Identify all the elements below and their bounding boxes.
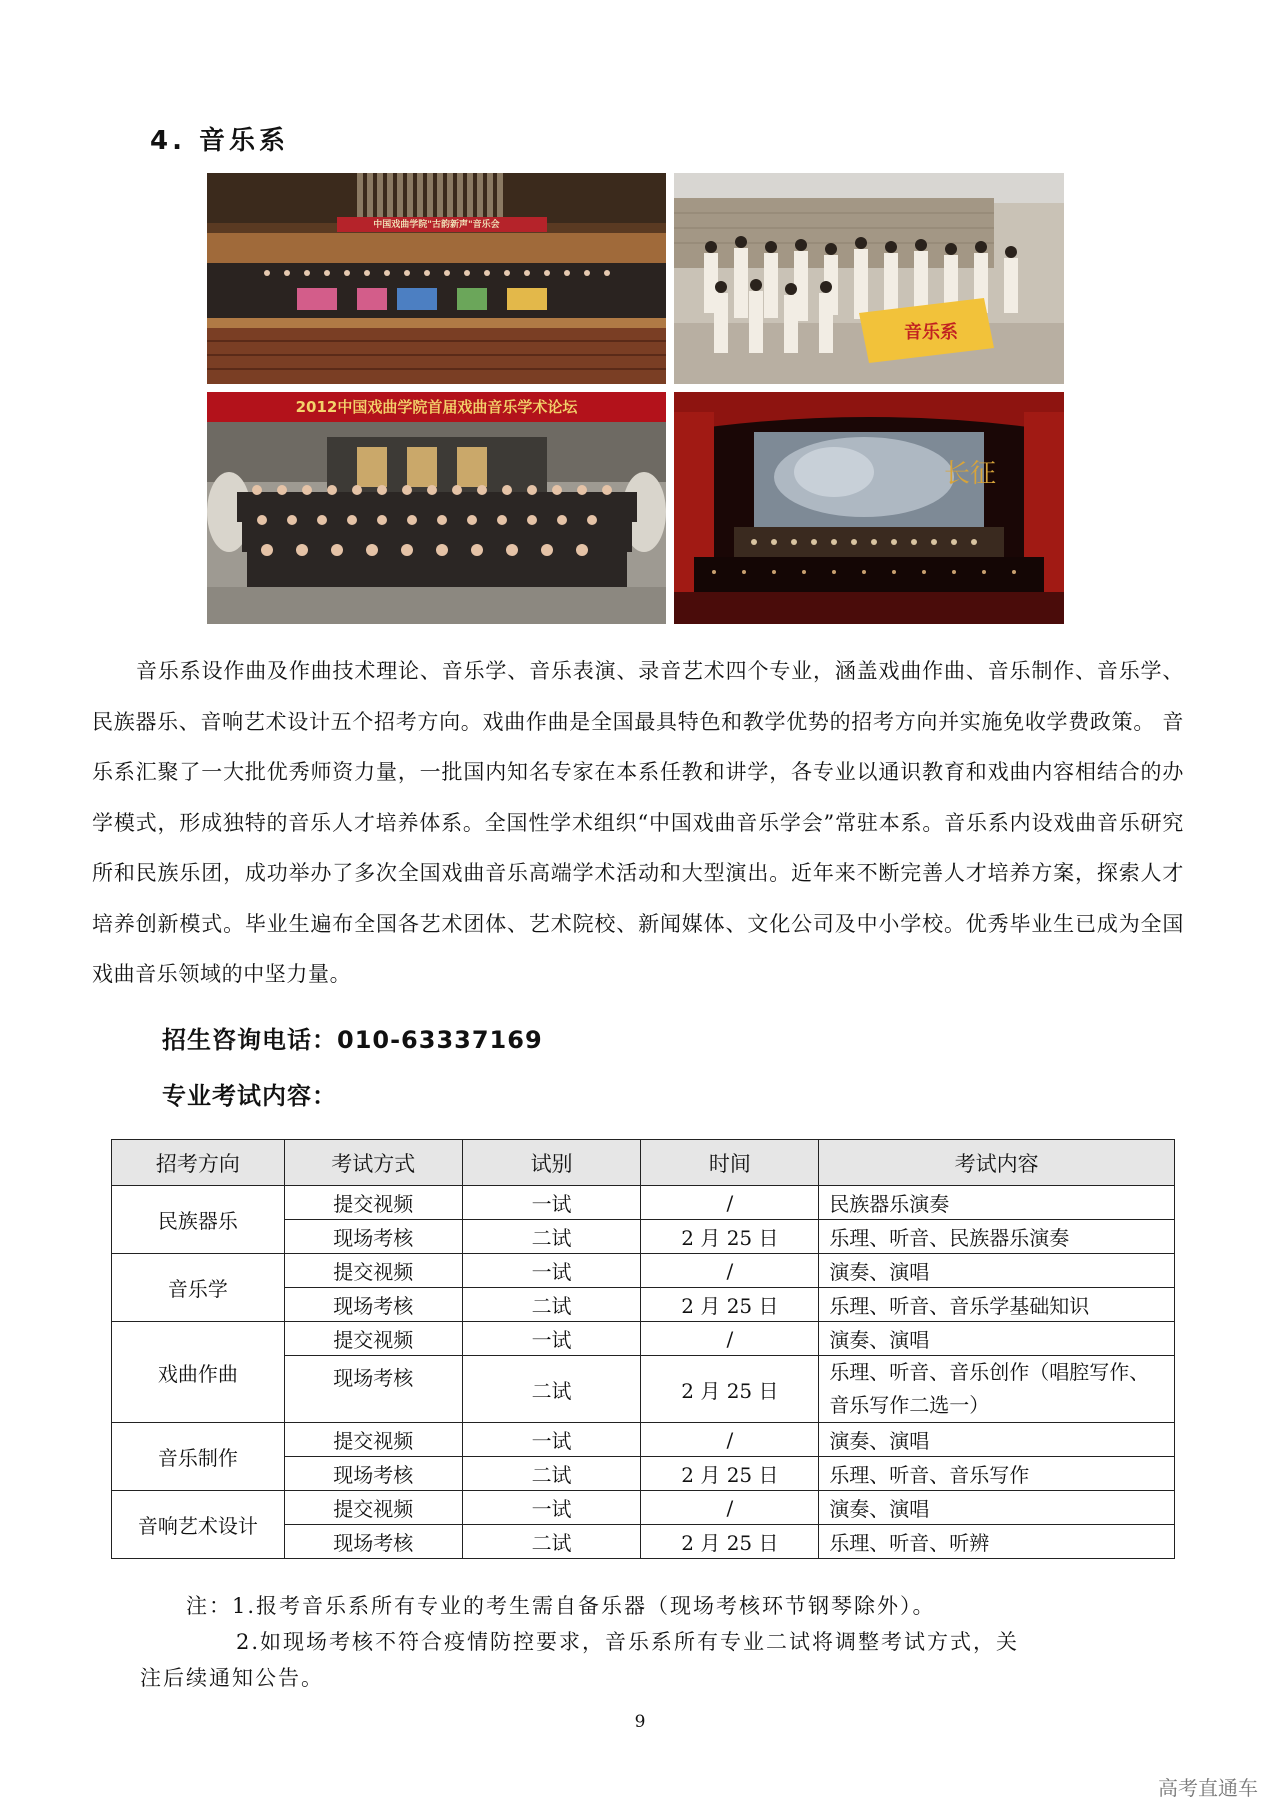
round-cell: 一试: [462, 1423, 641, 1457]
stage-performance-photo: [674, 392, 1064, 624]
time-cell: 2 月 25 日: [641, 1288, 819, 1322]
table-header-row: [112, 1140, 1175, 1186]
method-cell: 现场考核: [284, 1457, 462, 1491]
table-row: [112, 1491, 1175, 1525]
time-cell: /: [641, 1186, 819, 1220]
forum-banner-text: 2012中国戏曲学院首届戏曲音乐学术论坛: [295, 398, 578, 416]
table-row: [112, 1254, 1175, 1288]
table-row: [112, 1423, 1175, 1457]
round-cell: 一试: [462, 1254, 641, 1288]
col-header-content: 考试内容: [819, 1140, 1175, 1186]
exam-content-heading: 专业考试内容：: [162, 1082, 337, 1110]
round-cell: 二试: [462, 1525, 641, 1559]
concert-hall-group-photo: [207, 173, 666, 384]
method-cell: 提交视频: [284, 1322, 462, 1356]
section-title: 4. 音乐系: [150, 126, 290, 156]
time-cell: 2 月 25 日: [641, 1220, 819, 1254]
direction-cell: 戏曲作曲: [112, 1322, 285, 1423]
method-cell: 提交视频: [284, 1491, 462, 1525]
col-header-direction: 招考方向: [112, 1140, 285, 1186]
page-number: 9: [634, 1712, 646, 1732]
direction-cell: 音乐学: [112, 1254, 285, 1322]
content-cell: 民族器乐演奏: [819, 1186, 1175, 1220]
method-cell: 现场考核: [284, 1356, 462, 1423]
notes: [140, 1588, 1150, 1696]
content-cell: 乐理、听音、音乐学基础知识: [819, 1288, 1175, 1322]
department-description: 音乐系设作曲及作曲技术理论、音乐学、音乐表演、录音艺术四个专业，涵盖戏曲作曲、音乐制作、音乐学、民族器乐、音响艺术设计五个招考方向。戏曲作曲是全国最具特色和教学优势的招考方向并实施免收学费政策。 音乐系汇聚了一大批优秀师资力量，一批国内知名专家在本系任教和讲学，各专业以通识教育和戏曲内容相结合的办学模式，形成独特的音乐人才培养体系。全国性学术组织“中国戏曲音乐学会”常驻本系。音乐系内设戏曲音乐研究所和民族乐团，成功举办了多次全国戏曲音乐高端学术活动和大型演出。近年来不断完善人才培养方案，探索人才培养创新模式。毕业生遍布全国各艺术团体、艺术院校、新闻媒体、文化公司及中小学校。优秀毕业生已成为全国戏曲音乐领域的中坚力量。: [92, 659, 1184, 986]
direction-cell: 音响艺术设计: [112, 1491, 285, 1559]
time-cell: /: [641, 1322, 819, 1356]
col-header-method: 考试方式: [284, 1140, 462, 1186]
concert-banner-text: 中国戏曲学院"古韵新声"音乐会: [373, 220, 500, 230]
time-cell: /: [641, 1423, 819, 1457]
admissions-phone: 招生咨询电话：010-63337169: [162, 1026, 543, 1054]
round-cell: 二试: [462, 1457, 641, 1491]
time-cell: /: [641, 1254, 819, 1288]
content-cell: 乐理、听音、音乐创作（唱腔写作、音乐写作二选一）: [819, 1356, 1175, 1423]
round-cell: 一试: [462, 1186, 641, 1220]
method-cell: 提交视频: [284, 1423, 462, 1457]
content-cell: 演奏、演唱: [819, 1423, 1175, 1457]
method-cell: 现场考核: [284, 1525, 462, 1559]
round-cell: 一试: [462, 1491, 641, 1525]
direction-cell: 音乐制作: [112, 1423, 285, 1491]
method-cell: 提交视频: [284, 1254, 462, 1288]
exam-table: [111, 1139, 1175, 1559]
note-1: 注：1.报考音乐系所有专业的考生需自备乐器（现场考核环节钢琴除外）。: [186, 1594, 936, 1618]
time-cell: /: [641, 1491, 819, 1525]
content-cell: 演奏、演唱: [819, 1254, 1175, 1288]
method-cell: 现场考核: [284, 1288, 462, 1322]
students-outdoor-photo: [674, 173, 1064, 384]
time-cell: 2 月 25 日: [641, 1356, 819, 1423]
note-2-line-2: 注后续通知公告。: [140, 1666, 324, 1690]
content-cell: 乐理、听音、民族器乐演奏: [819, 1220, 1175, 1254]
time-cell: 2 月 25 日: [641, 1525, 819, 1559]
watermark: 高考直通车: [1158, 1776, 1258, 1800]
col-header-round: 试别: [462, 1140, 641, 1186]
svg-text:音乐系: 音乐系: [904, 322, 958, 343]
table-row: [112, 1186, 1175, 1220]
forum-group-photo: [207, 392, 666, 624]
note-2-line-1: 2.如现场考核不符合疫情防控要求，音乐系所有专业二试将调整考试方式，关: [236, 1630, 1020, 1654]
svg-text:长征: 长征: [944, 459, 997, 489]
content-cell: 乐理、听音、听辨: [819, 1525, 1175, 1559]
content-cell: 演奏、演唱: [819, 1322, 1175, 1356]
content-cell: 乐理、听音、音乐写作: [819, 1457, 1175, 1491]
direction-cell: 民族器乐: [112, 1186, 285, 1254]
round-cell: 二试: [462, 1220, 641, 1254]
content-cell: 演奏、演唱: [819, 1491, 1175, 1525]
round-cell: 二试: [462, 1356, 641, 1423]
table-row: [112, 1322, 1175, 1356]
method-cell: 现场考核: [284, 1220, 462, 1254]
round-cell: 二试: [462, 1288, 641, 1322]
time-cell: 2 月 25 日: [641, 1457, 819, 1491]
col-header-time: 时间: [641, 1140, 819, 1186]
round-cell: 一试: [462, 1322, 641, 1356]
method-cell: 提交视频: [284, 1186, 462, 1220]
